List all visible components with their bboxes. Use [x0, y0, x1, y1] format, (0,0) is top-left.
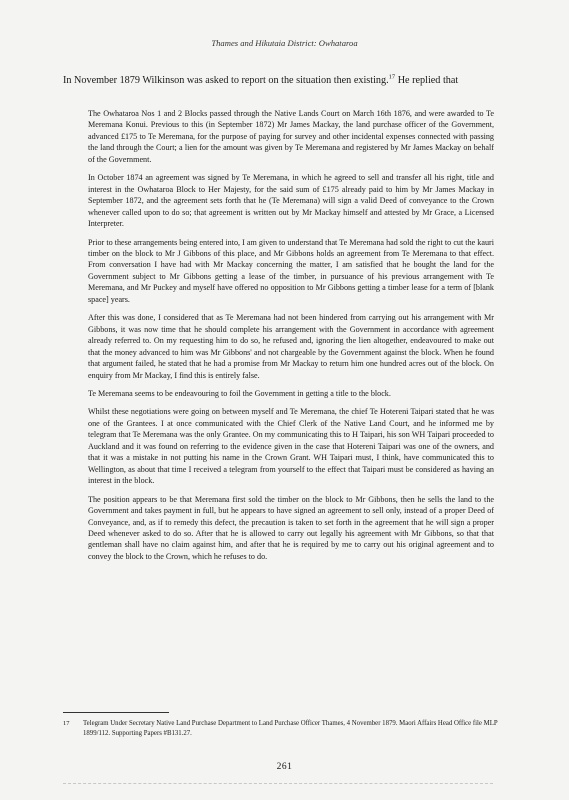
quote-paragraph-5: Te Meremana seems to be endeavouring to foil the Government in getting a title to the block.	[88, 388, 391, 398]
page-number: 261	[276, 762, 293, 772]
quote-paragraph-1: The Owhataroa Nos 1 and 2 Blocks passed through the Native Lands Court on March 16th 1876, and were awarded to Te Meremana Konui. Previous to this (in September 1872) Mr James Mackay, the land purchase officer of the Government, advanced £175 to Te Meremana, for the purpose of paying for survey and other incidental expenses connected with passing the land through the Court; a lien for the amount was given by Te Meremana and registered by Mr James Mackay on behalf of the Government.	[88, 109, 494, 164]
intro-paragraph	[63, 74, 495, 88]
intro-text: In November 1879 Wilkinson was asked to report on the situation then existing.	[63, 75, 389, 86]
footnote-text: Telegram Under Secretary Native Land Purchase Department to Land Purchase Officer Thames, 4 November 1879. Maori Affairs Head Office file MLP 1899/112. Supporting Papers #B131.27.	[83, 720, 498, 737]
intro-text-continued: He replied that	[395, 75, 459, 86]
page-bottom-edge	[63, 783, 493, 784]
footnote-number: 17	[63, 720, 70, 727]
quote-paragraph-4: After this was done, I considered that as Te Meremana had not been hindered from carrying out his arrangement with Mr Gibbons, it was now time that he should complete his arrangement with the Government in accordance with agreement already referred to. On my requesting him to do so, he refused and, ignoring the lien altogether, endeavoured to make out that the money advanced to him was Mr Gibbons' and not chargeable by the Government against the block. When he found that argument failed, he stated that he had a promise from Mr Mackay to return him one hundred acres out of the block. On enquiry from Mr Mackay, I find this is entirely false.	[88, 313, 494, 380]
running-head: Thames and Hikutaia District: Owhataroa	[211, 38, 358, 48]
quote-paragraph-6: Whilst these negotiations were going on between myself and Te Meremana, the chief Te Hotereni Taipari stated that he was one of the Grantees. I at once communicated with the Chief Clerk of the Native Land Court, and he informed me by telegram that Te Meremana was the only Grantee. On my communicating this to H Taipari, his son WH Taipari proceeded to Auckland and it was found on referring to the evidence given in the case that Hotereni Taipari was one of the owners, and that it was a mistake in not putting his name in the Crown Grant. WH Taipari must, I think, have communicated this to Wellington, as about that time I received a telegram from yourself to the effect that Taipari must be considered as having an interest in the block.	[88, 407, 494, 486]
quote-paragraph-7: The position appears to be that Meremana first sold the timber on the block to Mr Gibbons, then he sells the land to the Government and takes payment in full, but he appears to have signed an agreement to sell only, instead of a proper Deed of Conveyance, and, as if to remedy this defect, the precaution is taken to set forth in the agreement that he will sign a proper Deed whenever asked to do so. After that he is allowed to carry out legally his agreement with Mr Gibbons, so that that gentleman shall have no claim against him, and after that he is required by me to carry out his original agreement and to convey the block to the Crown, which he refuses to do.	[88, 494, 494, 561]
footnote-reference[interactable]: 17	[388, 73, 396, 81]
block-quote	[88, 108, 494, 569]
footnote-divider	[63, 712, 169, 713]
footnote	[63, 719, 503, 738]
quote-paragraph-2: In October 1874 an agreement was signed by Te Meremana, in which he agreed to sell and transfer all his right, title and interest in the Owhataroa Block to Her Majesty, for the said sum of £175 already paid to him by Mr James Mackay in September 1872, and the agreement sets forth that he (Te Meremana) will sign a valid Deed of conveyance to the Crown whenever called upon to do so; that agreement is written out by Mr Mackay himself and attested by Mr Grace, a Licensed Interpreter.	[88, 173, 494, 229]
quote-paragraph-3: Prior to these arrangements being entered into, I am given to understand that Te Meremana had sold the right to cut the kauri timber on the block to Mr J Gibbons of this place, and Mr Gibbons holds an agreement from Te Meremana to that effect. From conversation I have had with Mr Mackay concerning the matter, I am satisfied that he bought the land for the Government subject to Mr Gibbons getting a lease of the timber, in pursuance of his previous arrangement with Te Meremana, and Mr Puckey and myself have offered no opposition to Mr Gibbons getting a timber lease for a term of [blank space] years.	[88, 237, 494, 304]
